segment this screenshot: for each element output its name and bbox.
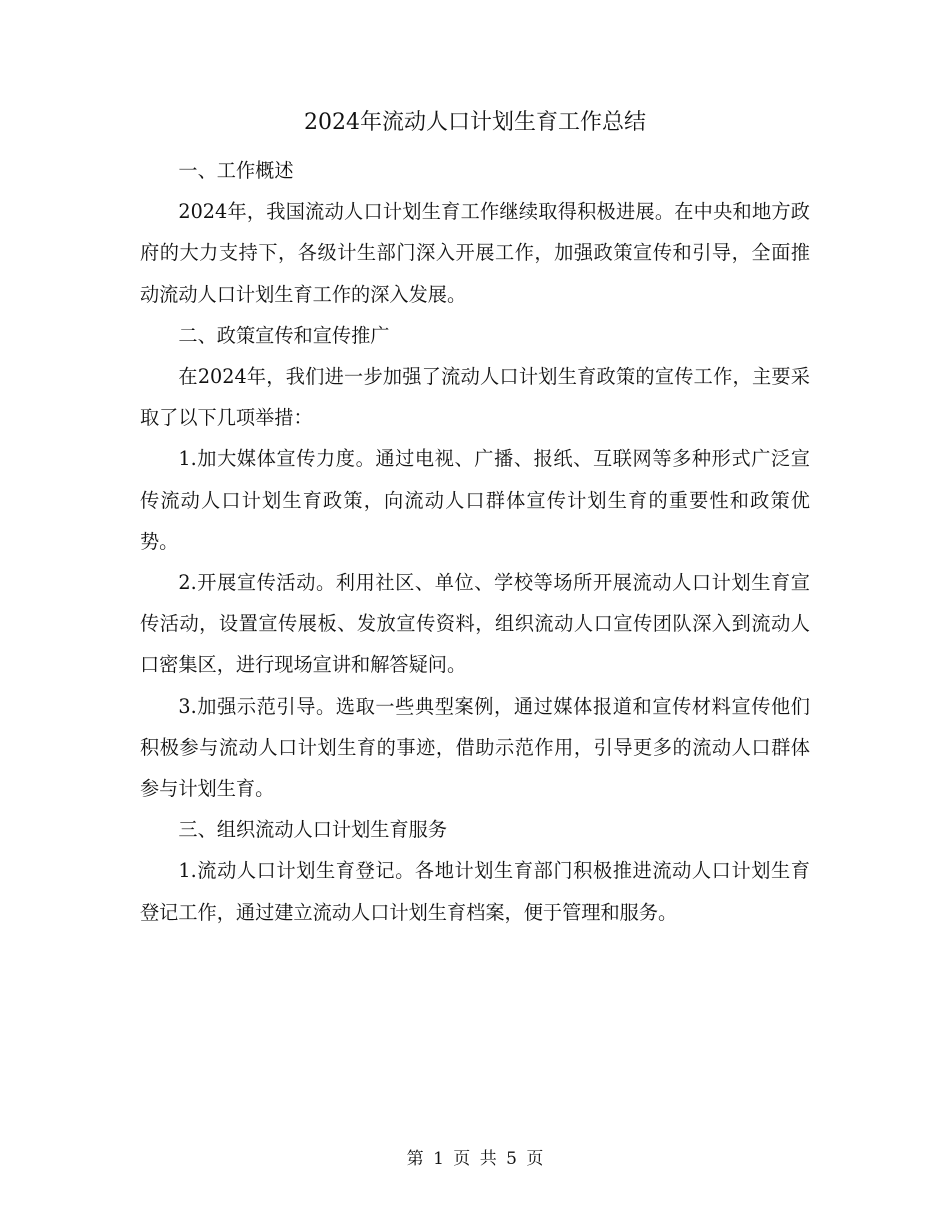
section-heading-publicity: 二、政策宣传和宣传推广 [178, 323, 390, 347]
page-footer: 第 1 页 共 5 页 [406, 1149, 544, 1169]
list-item-media: 1.加大媒体宣传力度。通过电视、广播、报纸、互联网等多种形式广泛宣传流动人口计划生育政策，向流动人口群体宣传计划生育的重要性和政策优势。 [140, 447, 810, 553]
section-heading-overview: 一、工作概述 [178, 159, 294, 182]
list-item-registration: 1.流动人口计划生育登记。各地计划生育部门积极推进流动人口计划生育登记工作，通过建立流动人口计划生育档案，便于管理和服务。 [140, 859, 810, 924]
page-title: 2024年流动人口计划生育工作总结 [304, 110, 646, 135]
list-item-demonstration: 3.加强示范引导。选取一些典型案例，通过媒体报道和宣传材料宣传他们积极参与流动人口计划生育的事迹，借助示范作用，引导更多的流动人口群体参与计划生育。 [140, 694, 810, 801]
list-item-activities: 2.开展宣传活动。利用社区、单位、学校等场所开展流动人口计划生育宣传活动，设置宣传展板、发放宣传资料，组织流动人口宣传团队深入到流动人口密集区，进行现场宣讲和解答疑问。 [140, 571, 810, 677]
paragraph-overview: 2024年，我国流动人口计划生育工作继续取得积极进展。在中央和地方政府的大力支持下，各级计生部门深入开展工作，加强政策宣传和引导，全面推动流动人口计划生育工作的深入发展。 [140, 200, 810, 306]
paragraph-publicity-intro: 在2024年，我们进一步加强了流动人口计划生育政策的宣传工作，主要采取了以下几项举措： [140, 365, 810, 430]
document-body [140, 150, 810, 933]
section-heading-services: 三、组织流动人口计划生育服务 [178, 818, 448, 842]
